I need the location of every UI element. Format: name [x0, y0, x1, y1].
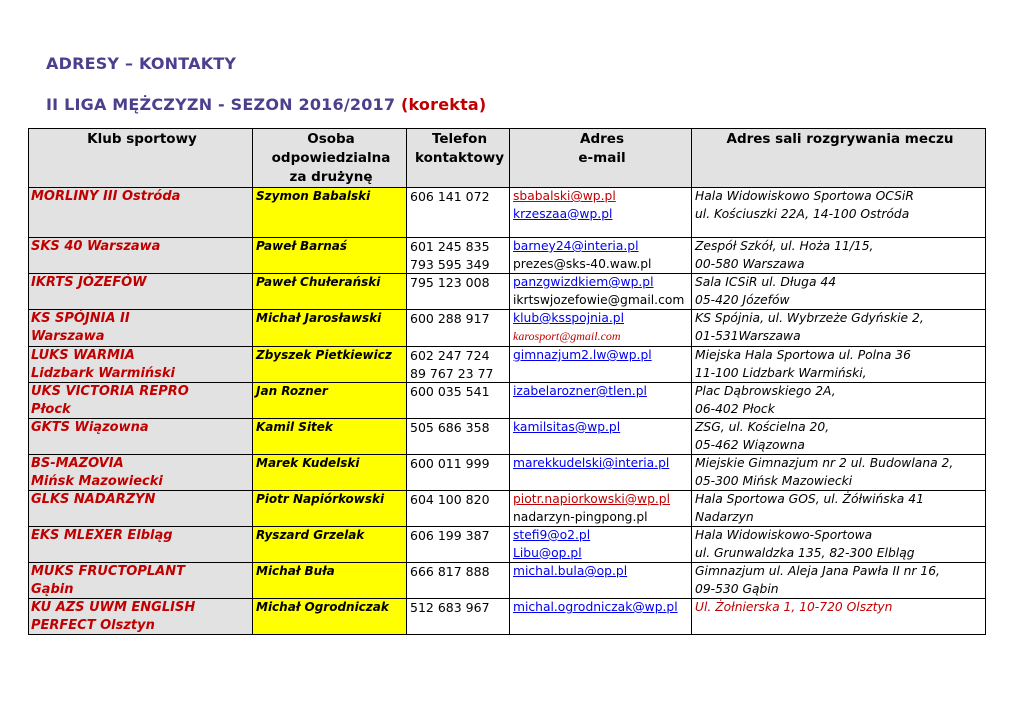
venue-address-line1: Hala Sportowa GOS, ul. Żółwińska 41	[695, 492, 924, 506]
email-link-2: ikrtswjozefowie@gmail.com	[513, 292, 685, 307]
header-phone-line2: kontaktowy	[414, 150, 505, 166]
person-cell	[253, 599, 407, 635]
email-cell	[510, 274, 692, 310]
club-name-line1: LUKS WARMIA	[31, 348, 135, 363]
venue-address-line2: 06-402 Płock	[695, 401, 775, 416]
venue-address-line2: 01-531Warszawa	[695, 328, 801, 343]
venue-cell	[692, 599, 986, 635]
email-cell	[510, 383, 692, 419]
venue-address-line1: Miejskie Gimnazjum nr 2 ul. Budowlana 2,	[695, 456, 954, 470]
phone-number-1: 512 683 967	[410, 600, 490, 615]
venue-cell	[692, 419, 986, 455]
club-name-line1: MORLINY III Ostróda	[31, 189, 181, 204]
club-cell	[29, 274, 253, 310]
email-link-1[interactable]: barney24@interia.pl	[513, 239, 639, 253]
phone-number-1: 601 245 835	[410, 239, 490, 254]
venue-cell	[692, 455, 986, 491]
club-cell	[29, 188, 253, 238]
header-person-line3: za drużynę	[289, 169, 373, 185]
table-row	[29, 419, 986, 455]
header-person-line1: Osoba	[307, 131, 355, 147]
contact-person: Paweł Chułerański	[256, 275, 381, 289]
venue-cell	[692, 238, 986, 274]
club-cell	[29, 527, 253, 563]
club-cell	[29, 419, 253, 455]
venue-cell	[692, 274, 986, 310]
email-link-2: prezes@sks-40.waw.pl	[513, 256, 652, 271]
venue-address-line1: Hala Widowiskowo-Sportowa	[695, 528, 873, 542]
club-cell	[29, 455, 253, 491]
venue-cell	[692, 491, 986, 527]
club-name-line2: Mińsk Mazowiecki	[31, 473, 163, 489]
phone-number-1: 602 247 724	[410, 348, 490, 363]
contact-person: Michał Ogrodniczak	[256, 600, 389, 614]
email-link-1[interactable]: izabelarozner@tlen.pl	[513, 384, 647, 398]
person-cell	[253, 188, 407, 238]
league-title	[46, 95, 486, 114]
header-phone-line1: Telefon	[431, 131, 488, 147]
phone-cell	[407, 310, 510, 347]
table-row	[29, 563, 986, 599]
contact-person: Piotr Napiórkowski	[256, 492, 385, 506]
phone-number-1: 600 288 917	[410, 311, 490, 326]
club-name-line2: Płock	[31, 401, 71, 417]
club-name-line1: BS-MAZOVIA	[31, 456, 124, 471]
contact-person: Kamil Sitek	[256, 420, 333, 434]
table-row	[29, 188, 986, 238]
email-cell	[510, 527, 692, 563]
person-cell	[253, 563, 407, 599]
person-cell	[253, 419, 407, 455]
correction-note: (korekta)	[400, 95, 487, 114]
email-link-2: nadarzyn-pingpong.pl	[513, 509, 648, 524]
header-email-line1: Adres	[580, 131, 624, 147]
phone-number-1: 606 199 387	[410, 528, 490, 543]
table-row	[29, 310, 986, 347]
club-name-line1: SKS 40 Warszawa	[31, 239, 161, 254]
venue-address-line2: 05-420 Józefów	[695, 292, 790, 307]
venue-address-line2: 11-100 Lidzbark Warmiński,	[695, 365, 867, 380]
header-email	[510, 129, 692, 188]
table-row	[29, 491, 986, 527]
person-cell	[253, 455, 407, 491]
venue-address-line1: Plac Dąbrowskiego 2A,	[695, 384, 836, 398]
person-cell	[253, 383, 407, 419]
email-cell	[510, 563, 692, 599]
venue-address-line1: Zespół Szkół, ul. Hoża 11/15,	[695, 239, 874, 253]
email-link-1[interactable]: sbabalski@wp.pl	[513, 189, 616, 203]
table-header-row	[29, 129, 986, 188]
email-cell	[510, 419, 692, 455]
email-link-1[interactable]: marekkudelski@interia.pl	[513, 456, 670, 470]
header-phone	[407, 129, 510, 188]
email-link-1[interactable]: michal.ogrodniczak@wp.pl	[513, 600, 678, 614]
phone-number-1: 666 817 888	[410, 564, 490, 579]
person-cell	[253, 238, 407, 274]
phone-cell	[407, 419, 510, 455]
venue-address-line1: Hala Widowiskowo Sportowa OCSiR	[695, 189, 914, 203]
email-link-1[interactable]: michal.bula@op.pl	[513, 564, 628, 578]
club-cell	[29, 347, 253, 383]
venue-address-line2: 09-530 Gąbin	[695, 581, 779, 596]
league-name: II LIGA MĘŻCZYZN - SEZON 2016/2017	[46, 95, 396, 114]
contact-person: Marek Kudelski	[256, 456, 360, 470]
club-cell	[29, 491, 253, 527]
club-name-line1: UKS VICTORIA REPRO	[31, 384, 189, 399]
email-link-2[interactable]: Libu@op.pl	[513, 545, 582, 560]
club-cell	[29, 383, 253, 419]
phone-number-1: 795 123 008	[410, 275, 490, 290]
venue-address-line1: Miejska Hala Sportowa ul. Polna 36	[695, 348, 911, 362]
phone-cell	[407, 188, 510, 238]
club-name-line2: Gąbin	[31, 581, 74, 597]
email-link-1[interactable]: klub@ksspojnia.pl	[513, 311, 624, 325]
table-row	[29, 527, 986, 563]
page-title: ADRESY – KONTAKTY	[46, 54, 237, 73]
phone-cell	[407, 527, 510, 563]
email-cell	[510, 310, 692, 347]
venue-cell	[692, 188, 986, 238]
venue-address-line1: KS Spójnia, ul. Wybrzeże Gdyńskie 2,	[695, 311, 924, 325]
club-name-line1: MUKS FRUCTOPLANT	[31, 564, 185, 579]
phone-number-1: 505 686 358	[410, 420, 490, 435]
person-cell	[253, 347, 407, 383]
venue-address-line1: Ul. Żołnierska 1, 10-720 Olsztyn	[695, 600, 893, 614]
header-person	[253, 129, 407, 188]
phone-cell	[407, 238, 510, 274]
venue-address-line1: Gimnazjum ul. Aleja Jana Pawła II nr 16,	[695, 564, 940, 578]
venue-address-line2: ul. Kościuszki 22A, 14-100 Ostróda	[695, 206, 910, 221]
contact-person: Michał Buła	[256, 564, 335, 578]
table-row	[29, 274, 986, 310]
venue-address-line2: 00-580 Warszawa	[695, 256, 805, 271]
person-cell	[253, 527, 407, 563]
club-cell	[29, 238, 253, 274]
email-cell	[510, 455, 692, 491]
club-name-line1: IKRTS JÓZEFÓW	[31, 275, 147, 290]
phone-number-1: 600 011 999	[410, 456, 490, 471]
email-cell	[510, 347, 692, 383]
club-cell	[29, 599, 253, 635]
email-link-2[interactable]: krzeszaa@wp.pl	[513, 206, 613, 221]
contact-person: Jan Rozner	[256, 384, 328, 398]
header-person-line2: odpowiedzialna	[271, 150, 391, 166]
contact-person: Michał Jarosławski	[256, 311, 382, 325]
phone-number-2: 793 595 349	[410, 256, 490, 272]
email-link-1[interactable]: kamilsitas@wp.pl	[513, 420, 621, 434]
table-row	[29, 383, 986, 419]
club-name-line1: GKTS Wiązowna	[31, 420, 149, 435]
venue-cell	[692, 310, 986, 347]
phone-cell	[407, 491, 510, 527]
club-name-line2: Lidzbark Warmiński	[31, 365, 176, 381]
table-row	[29, 599, 986, 635]
club-name-line1: EKS MLEXER Elbląg	[31, 528, 173, 543]
contact-person: Ryszard Grzelak	[256, 528, 365, 542]
contact-person: Zbyszek Pietkiewicz	[256, 348, 392, 362]
contacts-table	[28, 128, 986, 635]
club-name-line1: GLKS NADARZYN	[31, 492, 156, 507]
venue-address-line2: Nadarzyn	[695, 509, 754, 524]
venue-address-line2: 05-462 Wiązowna	[695, 437, 805, 452]
header-email-line2: e-mail	[578, 150, 626, 166]
club-name-line2: PERFECT Olsztyn	[31, 617, 155, 633]
phone-cell	[407, 274, 510, 310]
club-name-line1: KS SPÓJNIA II	[31, 311, 130, 326]
header-club: Klub sportowy	[29, 129, 253, 188]
venue-address-line1: Sala ICSiR ul. Długa 44	[695, 275, 837, 289]
venue-cell	[692, 527, 986, 563]
club-cell	[29, 310, 253, 347]
phone-number-1: 604 100 820	[410, 492, 490, 507]
table-row	[29, 347, 986, 383]
email-link-1[interactable]: stefi9@o2.pl	[513, 528, 591, 542]
club-name-line1: KU AZS UWM ENGLISH	[31, 600, 196, 615]
club-name-line2: Warszawa	[31, 328, 105, 344]
email-link-1[interactable]: panzgwizdkiem@wp.pl	[513, 275, 654, 289]
person-cell	[253, 310, 407, 347]
person-cell	[253, 274, 407, 310]
venue-address-line2: 05-300 Mińsk Mazowiecki	[695, 473, 853, 488]
phone-number-1: 600 035 541	[410, 384, 490, 399]
header-venue: Adres sali rozgrywania meczu	[692, 129, 986, 188]
phone-cell	[407, 383, 510, 419]
venue-cell	[692, 563, 986, 599]
table-row	[29, 455, 986, 491]
venue-cell	[692, 347, 986, 383]
phone-number-1: 606 141 072	[410, 189, 490, 204]
contact-person: Paweł Barnaś	[256, 239, 347, 253]
email-cell	[510, 188, 692, 238]
table-row	[29, 238, 986, 274]
contact-person: Szymon Babalski	[256, 189, 371, 203]
person-cell	[253, 491, 407, 527]
email-cell	[510, 599, 692, 635]
phone-cell	[407, 347, 510, 383]
email-link-2: karosport@gmail.com	[513, 328, 621, 343]
venue-address-line1: ZSG, ul. Kościelna 20,	[695, 420, 830, 434]
email-link-1[interactable]: gimnazjum2.lw@wp.pl	[513, 348, 652, 362]
email-cell	[510, 491, 692, 527]
phone-cell	[407, 599, 510, 635]
phone-cell	[407, 455, 510, 491]
venue-address-line2: ul. Grunwaldzka 135, 82-300 Elbląg	[695, 545, 915, 560]
phone-cell	[407, 563, 510, 599]
phone-number-2: 89 767 23 77	[410, 365, 494, 381]
email-cell	[510, 238, 692, 274]
club-cell	[29, 563, 253, 599]
venue-cell	[692, 383, 986, 419]
email-link-1[interactable]: piotr.napiorkowski@wp.pl	[513, 492, 671, 506]
